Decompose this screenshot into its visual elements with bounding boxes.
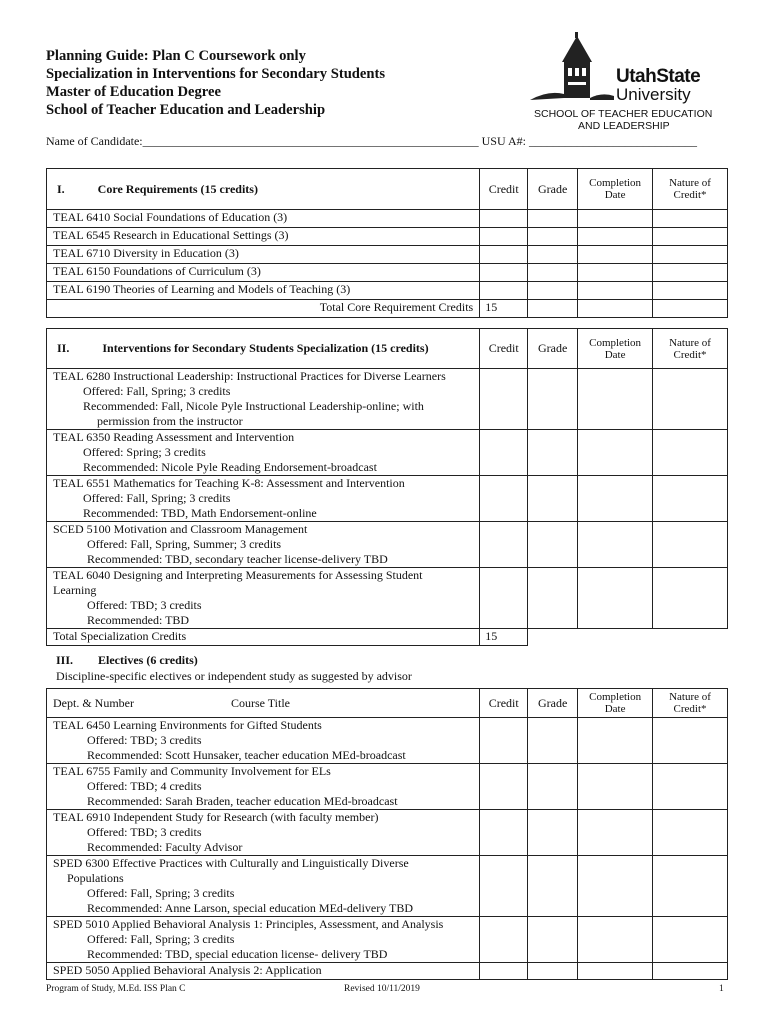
nature-of-credit-cell[interactable] xyxy=(653,228,728,246)
credit-cell[interactable] xyxy=(480,963,528,980)
completion-date-cell[interactable] xyxy=(578,282,653,300)
completion-date-cell[interactable] xyxy=(578,963,653,980)
table-row xyxy=(47,764,728,810)
specialization-table xyxy=(46,328,728,646)
nature-of-credit-cell[interactable] xyxy=(653,764,728,810)
completion-date-cell[interactable] xyxy=(578,210,653,228)
section-title: Interventions for Secondary Students Specialization (15 credits) xyxy=(102,341,429,355)
logo-school-line: AND LEADERSHIP xyxy=(578,120,670,132)
course-offered: Offered: TBD; 3 credits xyxy=(87,598,202,612)
title-line: Planning Guide: Plan C Coursework only xyxy=(46,48,306,64)
course-title: TEAL 6350 Reading Assessment and Intervention xyxy=(53,430,295,444)
nature-of-credit-cell[interactable] xyxy=(653,718,728,764)
total-credit-value: 15 xyxy=(480,300,528,318)
course-recommended: Recommended: TBD xyxy=(87,613,190,627)
grade-cell[interactable] xyxy=(528,430,578,476)
credit-cell[interactable] xyxy=(480,369,528,430)
course-cell xyxy=(47,764,480,810)
grade-cell[interactable] xyxy=(528,810,578,856)
table-row xyxy=(47,228,728,246)
course-title: TEAL 6710 Diversity in Education (3) xyxy=(47,246,480,264)
credit-cell[interactable] xyxy=(480,476,528,522)
credit-cell[interactable] xyxy=(480,764,528,810)
section-subtitle: Discipline-specific electives or independent study as suggested by advisor xyxy=(56,669,412,683)
table-row xyxy=(47,210,728,228)
logo-wordmark-university: University xyxy=(616,85,691,104)
section-header-row xyxy=(47,329,728,369)
course-title: Learning xyxy=(53,583,97,597)
course-title: SPED 5050 Applied Behavioral Analysis 2: Application xyxy=(53,963,322,977)
table-row xyxy=(47,568,728,629)
course-offered: Offered: Fall, Spring; 3 credits xyxy=(83,384,231,398)
table-row xyxy=(47,246,728,264)
credit-cell[interactable] xyxy=(480,810,528,856)
credit-cell[interactable] xyxy=(480,856,528,917)
credit-header: Credit xyxy=(480,689,528,718)
course-recommended: Recommended: Scott Hunsaker, teacher education MEd-broadcast xyxy=(87,748,406,762)
course-cell xyxy=(47,856,480,917)
course-cell xyxy=(47,522,480,568)
table-row xyxy=(47,430,728,476)
section-header-row xyxy=(47,689,728,718)
course-cell xyxy=(47,430,480,476)
nature-of-credit-cell[interactable] xyxy=(653,568,728,629)
course-title: SPED 6300 Effective Practices with Culturally and Linguistically Diverse xyxy=(53,856,409,870)
completion-date-cell[interactable] xyxy=(578,568,653,629)
credit-cell[interactable] xyxy=(480,264,528,282)
grade-header: Grade xyxy=(528,689,578,718)
course-title: Populations xyxy=(67,871,124,885)
completion-date-cell[interactable] xyxy=(578,522,653,568)
nature-of-credit-cell[interactable] xyxy=(653,369,728,430)
completion-date-cell[interactable] xyxy=(578,369,653,430)
completion-date-cell[interactable] xyxy=(578,228,653,246)
section-heading xyxy=(47,169,480,210)
credit-header: Credit xyxy=(480,329,528,369)
nature-of-credit-header: Nature of Credit* xyxy=(653,169,728,210)
grade-cell[interactable] xyxy=(528,210,578,228)
table-row xyxy=(47,810,728,856)
table-row xyxy=(47,718,728,764)
grade-cell[interactable] xyxy=(528,764,578,810)
course-offered: Offered: Fall, Spring; 3 credits xyxy=(87,932,235,946)
course-cell xyxy=(47,718,480,764)
course-recommended: Recommended: TBD, secondary teacher license-delivery TBD xyxy=(87,552,388,566)
completion-date-cell[interactable] xyxy=(578,246,653,264)
section-header-row xyxy=(47,169,728,210)
total-row xyxy=(47,300,728,318)
course-title: TEAL 6410 Social Foundations of Education (3) xyxy=(47,210,480,228)
candidate-info-line: Name of Candidate:________________________________________________________ USU A#: ____________________________ xyxy=(46,134,697,148)
table-row xyxy=(47,963,728,980)
course-recommended: Recommended: Anne Larson, special education MEd-delivery TBD xyxy=(87,901,414,915)
completion-date-cell[interactable] xyxy=(578,430,653,476)
course-title: TEAL 6755 Family and Community Involvement for ELs xyxy=(53,764,331,778)
nature-of-credit-cell[interactable] xyxy=(653,300,728,318)
course-recommended: Recommended: TBD, special education license- delivery TBD xyxy=(87,947,388,961)
grade-header: Grade xyxy=(528,329,578,369)
course-offered: Offered: TBD; 4 credits xyxy=(87,779,202,793)
grade-cell[interactable] xyxy=(528,228,578,246)
course-cell xyxy=(47,369,480,430)
title-line: School of Teacher Education and Leadership xyxy=(46,102,326,118)
credit-cell[interactable] xyxy=(480,210,528,228)
course-recommended: Recommended: Fall, Nicole Pyle Instructional Leadership-online; with xyxy=(83,399,424,413)
table-row xyxy=(47,856,728,917)
nature-of-credit-cell[interactable] xyxy=(653,522,728,568)
completion-date-cell[interactable] xyxy=(578,810,653,856)
total-credit-value: 15 xyxy=(480,629,528,646)
total-label: Total Core Requirement Credits xyxy=(47,300,480,318)
grade-cell[interactable] xyxy=(528,917,578,963)
section-number: II. xyxy=(57,341,70,355)
grade-cell[interactable] xyxy=(528,718,578,764)
course-title: TEAL 6545 Research in Educational Settings (3) xyxy=(47,228,480,246)
completion-date-header: Completion Date xyxy=(578,169,653,210)
section-number: I. xyxy=(57,181,65,196)
course-cell xyxy=(47,568,480,629)
logo-wordmark-utahstate: UtahState xyxy=(616,66,701,87)
footer-program-label: Program of Study, M.Ed. ISS Plan C xyxy=(46,984,186,994)
grade-header: Grade xyxy=(528,169,578,210)
nature-of-credit-cell[interactable] xyxy=(653,210,728,228)
electives-column-headings xyxy=(47,689,480,718)
grade-cell[interactable] xyxy=(528,856,578,917)
completion-date-cell[interactable] xyxy=(578,300,653,318)
table-row xyxy=(47,476,728,522)
course-title: TEAL 6450 Learning Environments for Gifted Students xyxy=(53,718,322,732)
course-title: TEAL 6910 Independent Study for Research (with faculty member) xyxy=(53,810,379,824)
nature-of-credit-cell[interactable] xyxy=(653,430,728,476)
grade-cell[interactable] xyxy=(528,369,578,430)
table-row xyxy=(47,264,728,282)
section-number: III. xyxy=(56,653,74,667)
completion-date-cell[interactable] xyxy=(578,264,653,282)
course-recommended: Recommended: Faculty Advisor xyxy=(87,840,243,854)
nature-of-credit-cell[interactable] xyxy=(653,810,728,856)
grade-cell[interactable] xyxy=(528,264,578,282)
section-heading xyxy=(47,329,480,369)
nature-of-credit-cell[interactable] xyxy=(653,264,728,282)
credit-cell[interactable] xyxy=(480,282,528,300)
course-cell xyxy=(47,917,480,963)
completion-date-cell[interactable] xyxy=(578,917,653,963)
credit-cell[interactable] xyxy=(480,568,528,629)
course-offered: Offered: TBD; 3 credits xyxy=(87,733,202,747)
credit-cell[interactable] xyxy=(480,430,528,476)
table-row xyxy=(47,282,728,300)
dept-number-header: Dept. & Number xyxy=(53,695,134,710)
usu-logo xyxy=(528,32,728,132)
completion-date-cell[interactable] xyxy=(578,764,653,810)
grade-cell[interactable] xyxy=(528,282,578,300)
course-cell xyxy=(47,810,480,856)
course-recommended: Recommended: Nicole Pyle Reading Endorsement-broadcast xyxy=(83,460,377,474)
core-requirements-table xyxy=(46,168,728,318)
nature-of-credit-cell[interactable] xyxy=(653,246,728,264)
document-title xyxy=(46,47,385,119)
completion-date-cell[interactable] xyxy=(578,856,653,917)
course-title-header: Course Title xyxy=(230,695,290,710)
course-recommended: Recommended: TBD, Math Endorsement-online xyxy=(83,506,317,520)
completion-date-header: Completion Date xyxy=(578,329,653,369)
course-title: SPED 5010 Applied Behavioral Analysis 1: Principles, Assessment, and Analysis xyxy=(53,917,444,931)
course-recommended: Recommended: Sarah Braden, teacher education MEd-broadcast xyxy=(87,794,398,808)
course-offered: Offered: TBD; 3 credits xyxy=(87,825,202,839)
logo-school-line: SCHOOL OF TEACHER EDUCATION xyxy=(534,108,713,120)
page-number: 1 xyxy=(719,984,724,994)
grade-cell[interactable] xyxy=(528,963,578,980)
total-row xyxy=(47,629,728,646)
nature-of-credit-cell[interactable] xyxy=(653,476,728,522)
course-title: TEAL 6280 Instructional Leadership: Instructional Practices for Diverse Learners xyxy=(53,369,446,383)
course-offered: Offered: Fall, Spring; 3 credits xyxy=(83,491,231,505)
course-cell xyxy=(47,476,480,522)
grade-cell[interactable] xyxy=(528,568,578,629)
completion-date-header: Completion Date xyxy=(578,689,653,718)
completion-date-cell[interactable] xyxy=(578,476,653,522)
course-offered: Offered: Fall, Spring; 3 credits xyxy=(87,886,235,900)
footer-revised-date: Revised 10/11/2019 xyxy=(344,984,420,994)
title-line: Specialization in Interventions for Secondary Students xyxy=(46,66,386,82)
course-title: TEAL 6150 Foundations of Curriculum (3) xyxy=(47,264,480,282)
nature-of-credit-header: Nature of Credit* xyxy=(653,689,728,718)
table-row xyxy=(47,369,728,430)
grade-cell[interactable] xyxy=(528,522,578,568)
credit-cell[interactable] xyxy=(480,718,528,764)
credit-cell[interactable] xyxy=(480,228,528,246)
nature-of-credit-cell[interactable] xyxy=(653,282,728,300)
credit-header: Credit xyxy=(480,169,528,210)
course-title: TEAL 6040 Designing and Interpreting Measurements for Assessing Student xyxy=(53,568,423,582)
section-title: Electives (6 credits) xyxy=(98,653,198,667)
nature-of-credit-cell[interactable] xyxy=(653,917,728,963)
section-title: Core Requirements (15 credits) xyxy=(97,181,258,196)
title-line: Master of Education Degree xyxy=(46,84,221,100)
nature-of-credit-header: Nature of Credit* xyxy=(653,329,728,369)
table-row xyxy=(47,522,728,568)
grade-cell[interactable] xyxy=(528,300,578,318)
course-title: SCED 5100 Motivation and Classroom Management xyxy=(53,522,308,536)
table-row xyxy=(47,917,728,963)
electives-heading xyxy=(56,652,412,684)
course-offered: Offered: Spring; 3 credits xyxy=(83,445,206,459)
course-recommended: permission from the instructor xyxy=(97,414,243,428)
nature-of-credit-cell[interactable] xyxy=(653,856,728,917)
course-cell xyxy=(47,963,480,980)
course-title: TEAL 6551 Mathematics for Teaching K-8: Assessment and Intervention xyxy=(53,476,405,490)
course-offered: Offered: Fall, Spring, Summer; 3 credits xyxy=(87,537,282,551)
credit-cell[interactable] xyxy=(480,917,528,963)
nature-of-credit-cell[interactable] xyxy=(653,963,728,980)
credit-cell[interactable] xyxy=(480,246,528,264)
completion-date-cell[interactable] xyxy=(578,718,653,764)
grade-cell[interactable] xyxy=(528,476,578,522)
grade-cell[interactable] xyxy=(528,246,578,264)
course-title: TEAL 6190 Theories of Learning and Models of Teaching (3) xyxy=(47,282,480,300)
electives-table xyxy=(46,688,728,980)
credit-cell[interactable] xyxy=(480,522,528,568)
total-label: Total Specialization Credits xyxy=(47,629,480,646)
